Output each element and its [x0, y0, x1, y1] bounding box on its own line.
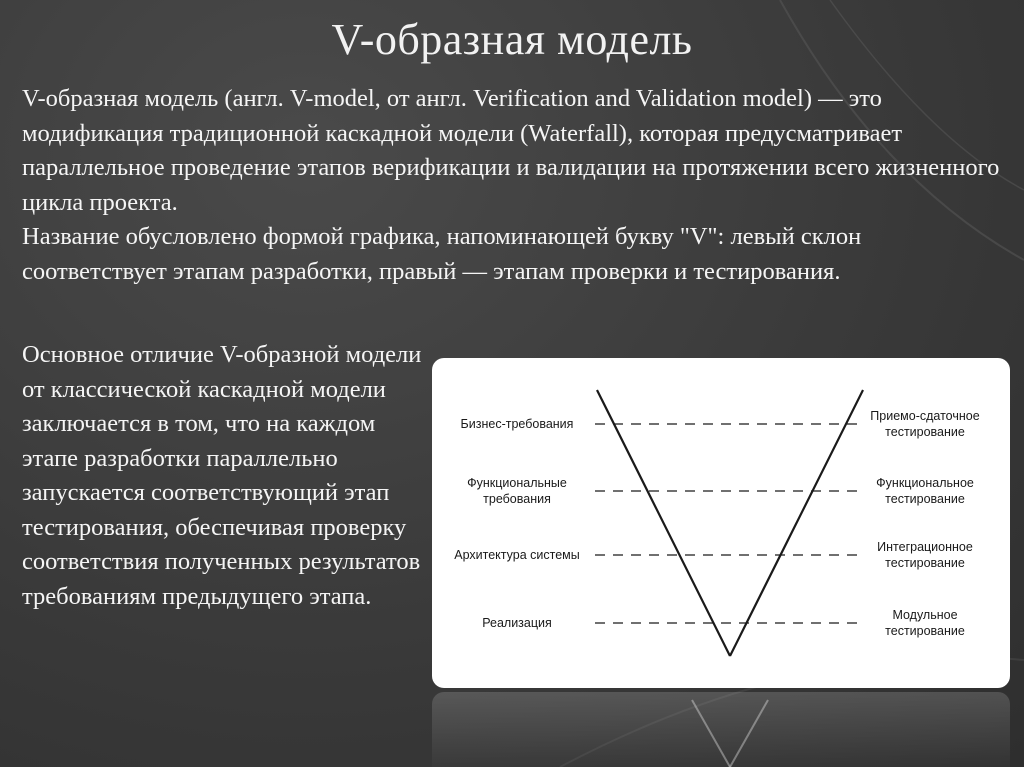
diagram-reflection [432, 692, 1010, 767]
reflection-svg [432, 692, 1010, 767]
v-right-branch [730, 390, 863, 656]
left-stage-label-2: Функциональные требования [467, 476, 567, 506]
slide-title: V-образная модель [331, 15, 693, 64]
left-stage-label-4: Реализация [482, 616, 552, 630]
left-stage-label-3: Архитектура системы [454, 548, 580, 562]
v-model-diagram [432, 358, 1010, 688]
right-stage-label-1: Приемо-сдаточное тестирование [870, 409, 980, 439]
intro-paragraph-1: V-образная модель (англ. V-model, от англ. Verification and Validation model) — это модификация традиционной каскадной модели (Waterfall), которая предусматривает параллельное проведение этапов верификации и валидации на протяжении всего жизненного цикла проекта. [22, 85, 1000, 216]
side-text: Основное отличие V-образной модели от классической каскадной модели заключается в том, что на каждом этапе разработки параллельно запускается соответствующий этап тестирования, обеспечивая проверку соответствия полученных результатов требованиям предыдущего этапа. [22, 341, 422, 610]
intro-text [22, 82, 1007, 289]
intro-paragraph-2: Название обусловлено формой графика, напоминающей букву "V": левый склон соответствует этапам разработки, правый — этапам проверки и тестирования. [22, 223, 862, 285]
v-left-branch [597, 390, 730, 656]
right-stage-label-3: Интеграционное тестирование [877, 540, 973, 570]
right-stage-label-4: Модульное тестирование [885, 608, 965, 638]
right-stage-label-2: Функциональное тестирование [876, 476, 974, 506]
v-model-svg [432, 358, 1010, 688]
left-stage-label-1: Бизнес-требования [460, 417, 574, 431]
